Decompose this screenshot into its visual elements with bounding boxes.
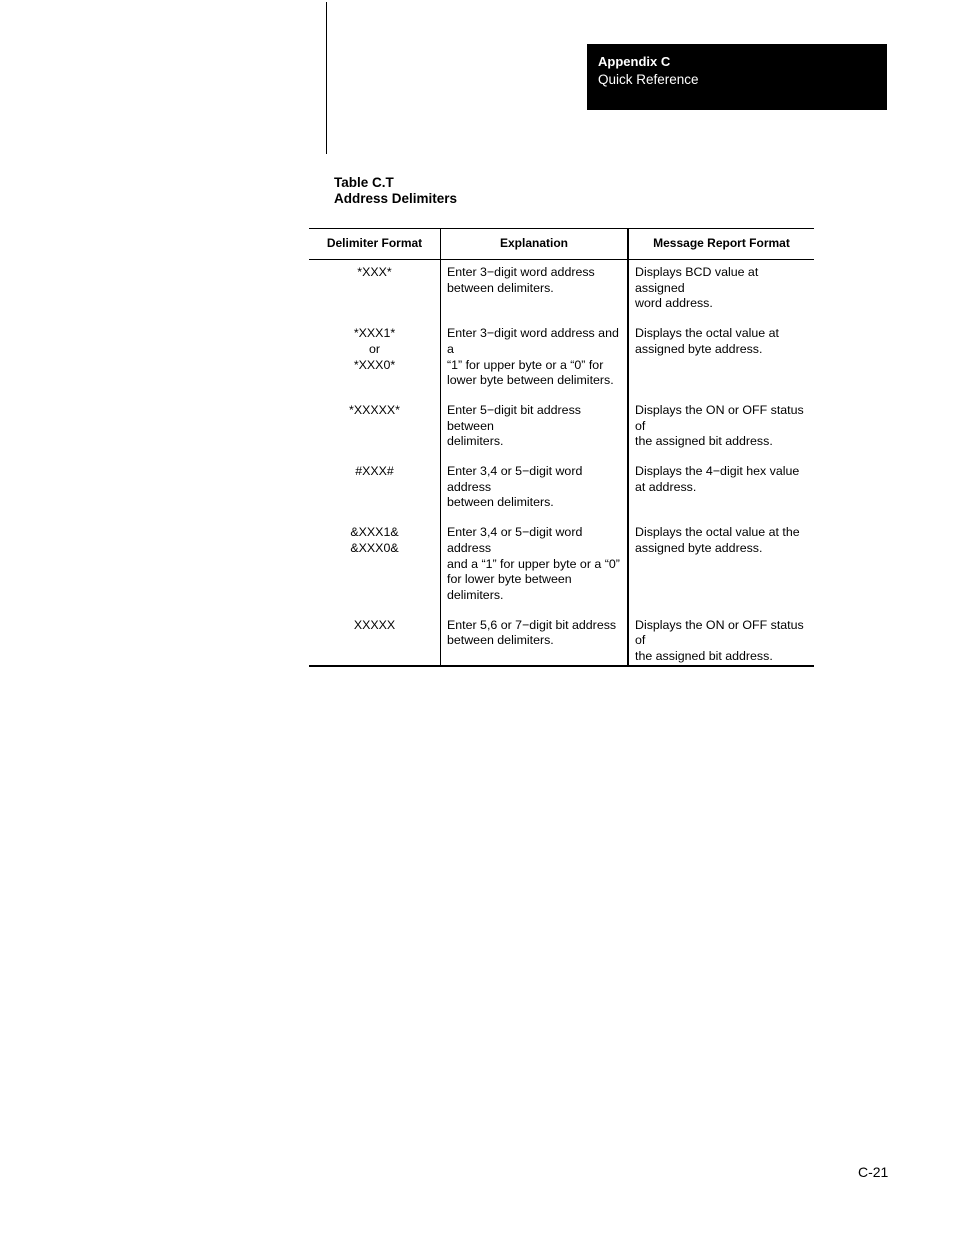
explanation-line: Enter 3−digit word address — [447, 265, 595, 279]
table-caption — [334, 175, 457, 207]
delimiter-format: *XXX1* — [353, 326, 396, 341]
table-row — [309, 403, 814, 464]
report-format-line: assigned byte address. — [635, 540, 763, 555]
table-row — [309, 618, 814, 666]
table-row — [309, 326, 814, 403]
delimiter-format: or — [368, 341, 381, 356]
explanation-line: lower byte between delimiters. — [447, 373, 614, 388]
delimiter-format: #XXX# — [355, 464, 394, 479]
explanation-cell — [441, 326, 629, 403]
explanation-line: for lower byte between delimiters. — [447, 572, 572, 602]
explanation-cell — [441, 403, 629, 464]
explanation-cell — [441, 618, 629, 666]
delimiter-format-cell — [309, 260, 441, 327]
report-format-line: the assigned bit address. — [635, 649, 773, 664]
table-header-row — [309, 229, 814, 260]
delimiter-format-cell — [309, 525, 441, 618]
delimiter-format-cell — [309, 464, 441, 525]
table-number: Table C.T — [334, 175, 394, 190]
delimiter-format: *XXX* — [357, 265, 392, 279]
report-format-line: Displays the ON or OFF status of — [635, 402, 804, 433]
delimiter-format-cell — [309, 618, 441, 666]
explanation-line: Enter 5−digit bit address between — [447, 402, 581, 433]
explanation-line: “1” for upper byte or a “0” for — [447, 357, 604, 372]
explanation-line: Enter 3,4 or 5−digit word address — [447, 525, 583, 555]
delimiter-format: XXXXX — [353, 617, 396, 632]
delimiter-format: &XXX1& — [350, 525, 399, 540]
table-title: Address Delimiters — [334, 191, 458, 206]
table-row — [309, 525, 814, 618]
margin-rule — [326, 2, 327, 154]
report-format-cell — [628, 403, 814, 464]
report-format-line: at address. — [635, 479, 697, 494]
explanation-cell — [441, 464, 629, 525]
delimiter-format-cell — [309, 326, 441, 403]
table-row — [309, 260, 814, 327]
delimiter-format-cell — [309, 403, 441, 464]
page-number: C-21 — [858, 1164, 889, 1180]
explanation-line: delimiters. — [447, 434, 504, 449]
section-header — [587, 44, 887, 110]
report-format-cell — [628, 618, 814, 666]
report-format-line: word address. — [635, 296, 713, 311]
report-format-cell — [628, 525, 814, 618]
explanation-cell — [441, 525, 629, 618]
explanation-line: between delimiters. — [447, 495, 554, 510]
appendix-subtitle: Quick Reference — [598, 72, 699, 87]
explanation-line: between delimiters. — [447, 633, 554, 648]
report-format-line: assigned byte address. — [635, 341, 763, 356]
explanation-line: Enter 3,4 or 5−digit word address — [447, 464, 583, 494]
delimiter-format: *XXX0* — [353, 357, 396, 372]
report-format-line: Displays BCD value at assigned — [635, 265, 759, 295]
column-header-delimiter-format: Delimiter Format — [309, 229, 441, 260]
explanation-line: and a “1” for upper byte or a “0” — [447, 556, 620, 571]
report-format-line: Displays the octal value at the — [635, 525, 800, 540]
report-format-line: the assigned bit address. — [635, 434, 773, 449]
delimiter-format: *XXXXX* — [349, 402, 400, 417]
report-format-line: Displays the ON or OFF status of — [635, 617, 804, 648]
explanation-line: Enter 5,6 or 7−digit bit address — [447, 617, 617, 632]
column-header-explanation: Explanation — [441, 229, 629, 260]
report-format-line: Displays the 4−digit hex value — [635, 464, 800, 479]
column-header-message-report-format: Message Report Format — [628, 229, 814, 260]
report-format-cell — [628, 326, 814, 403]
report-format-cell — [628, 464, 814, 525]
explanation-cell — [441, 260, 629, 327]
delimiter-format: &XXX0& — [350, 540, 399, 555]
report-format-line: Displays the octal value at — [635, 326, 779, 341]
explanation-line: Enter 3−digit word address and a — [447, 326, 619, 356]
report-format-cell — [628, 260, 814, 327]
explanation-line: between delimiters. — [447, 280, 554, 295]
address-delimiters-table — [309, 228, 814, 667]
table-row — [309, 464, 814, 525]
appendix-title: Appendix C — [598, 54, 671, 69]
